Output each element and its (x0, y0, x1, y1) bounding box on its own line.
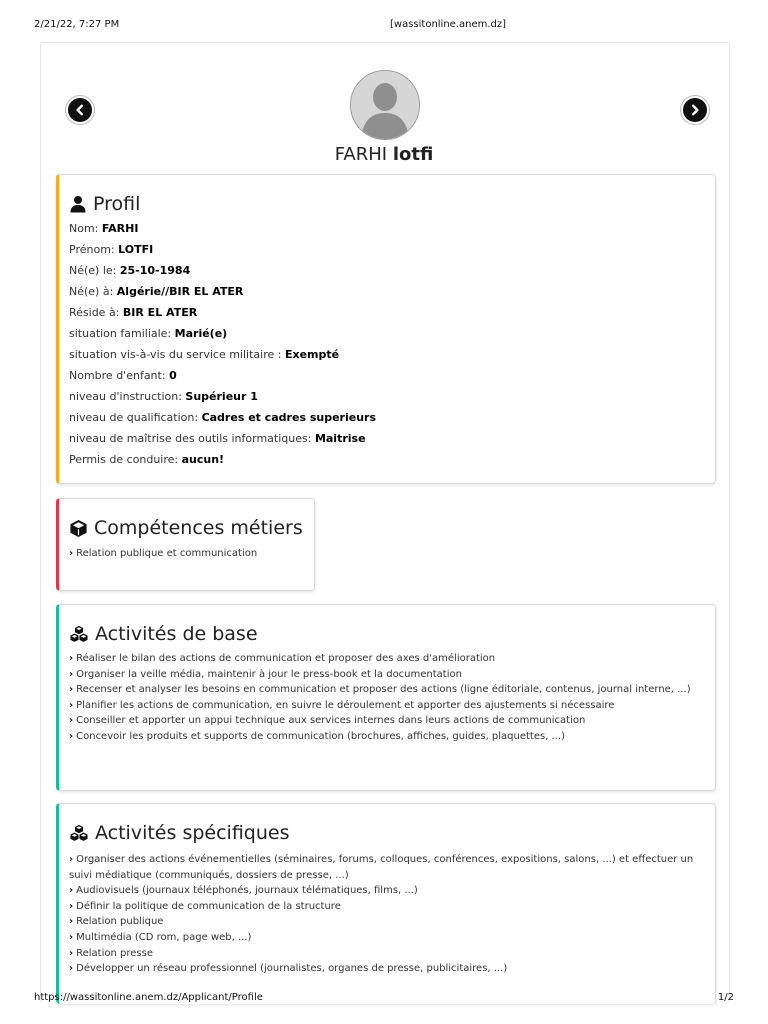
list-item: › Audiovisuels (journaux téléphonés, journaux télématiques, films, ...) (69, 885, 418, 897)
list-item: › Organiser la veille média, maintenir à jour le press-book et la documentation (69, 668, 462, 680)
list-item: › Relation publique (69, 916, 164, 928)
activites-specifiques-list (69, 852, 703, 977)
chevron-right-icon: › (69, 684, 74, 696)
chevron-right-icon (689, 104, 701, 116)
chevron-left-icon (74, 104, 86, 116)
chevron-right-icon: › (69, 715, 74, 727)
chevron-right-icon: › (69, 854, 74, 865)
chevron-right-icon: › (69, 963, 74, 975)
competences-panel (56, 498, 315, 591)
profile-panel-title (69, 193, 140, 215)
field-niveau-instruction: niveau d'instruction: Supérieur 1 (69, 390, 258, 403)
field-niveau-qualification: niveau de qualification: Cadres et cadres superieurs (69, 411, 376, 424)
print-url: https://wassitonline.anem.dz/Applicant/Profile (34, 992, 263, 1003)
last-name: FARHI (334, 144, 388, 165)
chevron-right-icon: › (69, 947, 74, 959)
chevron-right-icon: › (69, 900, 74, 912)
activites-base-list (69, 651, 703, 745)
activites-base-title: Activités de base (95, 623, 258, 645)
list-item: › Planifier les actions de communication, en suivre le déroulement et apporter des ajustements si nécessaire (69, 699, 615, 711)
next-button[interactable] (681, 96, 709, 124)
field-permis-conduire: Permis de conduire: aucun! (69, 453, 225, 466)
activites-specifiques-title: Activités spécifiques (95, 822, 290, 844)
cube-icon (69, 519, 88, 538)
activites-specifiques-panel-title (69, 822, 289, 844)
list-item: › Réaliser le bilan des actions de communication et proposer des axes d'amélioration (69, 653, 496, 664)
activites-specifiques-panel (56, 803, 716, 1004)
list-item: › Relation presse (69, 947, 153, 959)
cubes-icon (69, 824, 89, 842)
list-item: › Multimédia (CD rom, page web, ...) (69, 931, 252, 943)
activites-base-panel (56, 604, 716, 791)
chevron-right-icon: › (69, 653, 74, 664)
previous-button[interactable] (66, 96, 94, 124)
list-item: › Conseiller et apporter un appui technique aux services internes dans leurs actions de communication (69, 715, 586, 727)
chevron-right-icon: › (69, 916, 74, 928)
user-icon (69, 195, 87, 213)
first-name: lotfi (392, 144, 434, 165)
print-date: 2/21/22, 7:27 PM (34, 19, 120, 30)
list-item: › Développer un réseau professionnel (journalistes, organes de presse, publicitaires, ...) (69, 963, 508, 975)
list-item: › Organiser des actions événementielles (séminaires, forums, colloques, conférences, expositions, salons, ...) et effectuer un suivi médiatique (communiqués, dossiers de presse, ...) (69, 854, 694, 881)
profile-panel (56, 174, 716, 484)
field-service-militaire: situation vis-à-vis du service militaire : Exempté (69, 348, 340, 361)
cubes-icon (69, 625, 89, 643)
field-nom: Nom: FARHI (69, 222, 139, 235)
field-outils-informatiques: niveau de maîtrise des outils informatiques: Maitrise (69, 432, 366, 445)
field-lieu-naissance: Né(e) à: Algérie//BIR EL ATER (69, 285, 244, 298)
competence-item: › Relation publique et communication (69, 548, 258, 559)
field-nombre-enfant: Nombre d'enfant: 0 (69, 369, 177, 382)
list-item: › Définir la politique de communication de la structure (69, 900, 341, 912)
print-header (0, 19, 768, 33)
list-item: › Concevoir les produits et supports de communication (brochures, affiches, guides, plaquettes, ...) (69, 730, 566, 742)
chevron-right-icon: › (69, 730, 74, 742)
profile-name (0, 144, 768, 165)
field-date-naissance: Né(e) le: 25-10-1984 (69, 264, 191, 277)
print-footer (0, 992, 768, 1006)
activites-base-panel-title (69, 623, 258, 645)
field-situation-familiale: situation familiale: Marié(e) (69, 327, 228, 340)
competences-panel-title (69, 517, 303, 539)
list-item: › Recenser et analyser les besoins en communication et proposer des actions (ligne éditoriale, contenus, journal interne, ...) (69, 684, 691, 696)
chevron-right-icon: › (69, 548, 74, 559)
chevron-right-icon: › (69, 885, 74, 897)
field-residence: Réside à: BIR EL ATER (69, 306, 198, 319)
chevron-right-icon: › (69, 668, 74, 680)
competences-title: Compétences métiers (94, 517, 303, 539)
user-avatar-icon (350, 70, 420, 140)
profile-title: Profil (93, 193, 141, 215)
print-page-number: 1/2 (717, 992, 734, 1003)
print-title: [wassitonline.anem.dz] (390, 19, 507, 30)
chevron-right-icon: › (69, 699, 74, 711)
chevron-right-icon: › (69, 931, 74, 943)
field-prenom: Prénom: LOTFI (69, 243, 154, 256)
